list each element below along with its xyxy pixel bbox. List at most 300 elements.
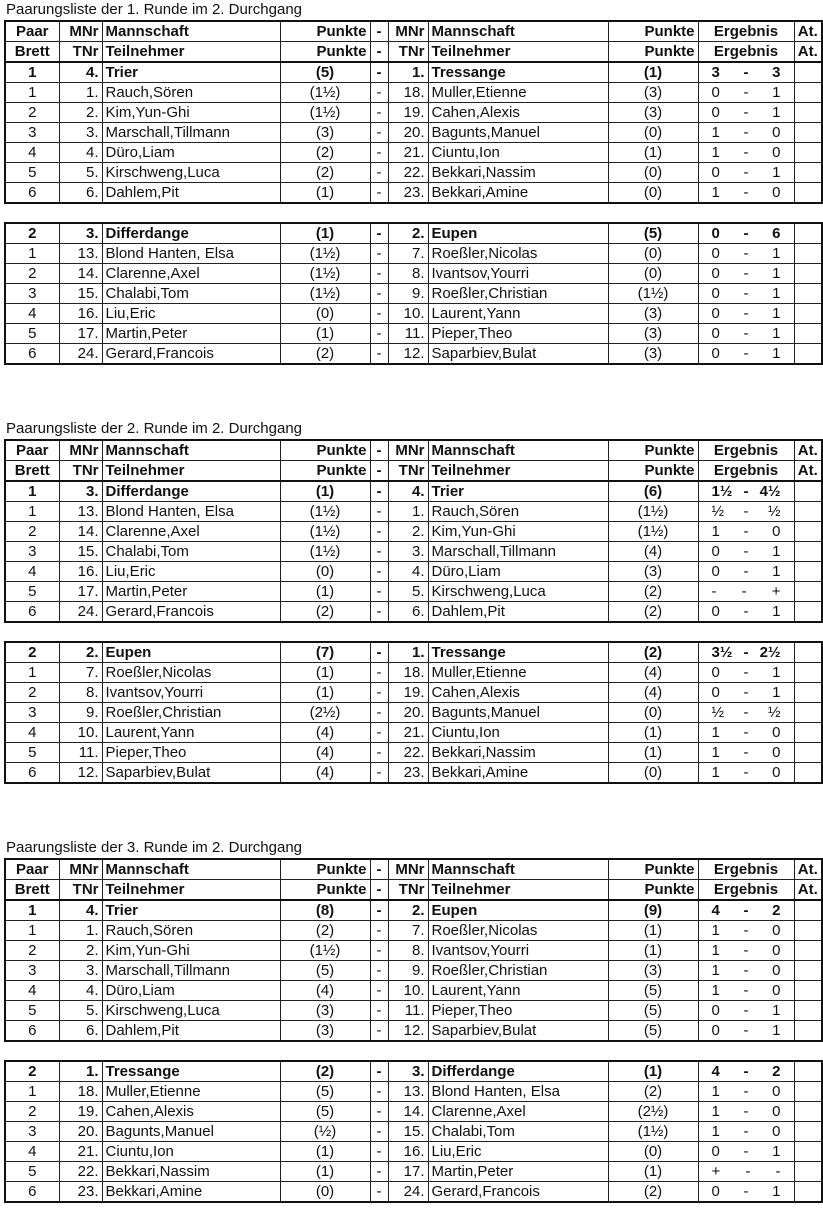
- team-mnr-away: 1.: [388, 642, 428, 663]
- player-points-away: (0): [608, 123, 698, 143]
- dash: -: [370, 961, 388, 981]
- result-pair: [702, 143, 791, 162]
- dash: -: [370, 1061, 388, 1082]
- result-home: 3½: [711, 644, 733, 661]
- board-result: [698, 562, 794, 582]
- board-result: [698, 663, 794, 683]
- board-number: 5: [5, 163, 59, 183]
- board-row: [5, 123, 822, 143]
- result-dash: -: [743, 664, 749, 681]
- result-away: 6: [772, 225, 781, 242]
- at-cell: [794, 324, 822, 344]
- board-result: [698, 723, 794, 743]
- player-name-away: Bekkari,Amine: [428, 763, 608, 784]
- board-number: 5: [5, 1162, 59, 1182]
- player-tnr-home: 20.: [59, 1122, 102, 1142]
- dash: -: [370, 941, 388, 961]
- player-name-home: Clarenne,Axel: [102, 264, 280, 284]
- at-cell: [794, 62, 822, 83]
- result-away: 1: [772, 245, 781, 262]
- at-cell: [794, 1061, 822, 1082]
- player-tnr-home: 7.: [59, 663, 102, 683]
- team-result: [698, 62, 794, 83]
- at-cell: [794, 602, 822, 623]
- board-number: 1: [5, 921, 59, 941]
- player-name-away: Kim,Yun-Ghi: [428, 522, 608, 542]
- dash: -: [370, 1102, 388, 1122]
- board-number: 1: [5, 663, 59, 683]
- player-points-home: (1): [280, 183, 370, 204]
- team-name-home: Trier: [102, 900, 280, 921]
- at-cell: [794, 683, 822, 703]
- board-number: 6: [5, 1021, 59, 1042]
- result-home: 0: [711, 245, 720, 262]
- player-tnr-away: 21.: [388, 723, 428, 743]
- result-pair: [702, 1062, 791, 1081]
- board-row: [5, 723, 822, 743]
- col-punkte: Punkte: [280, 461, 370, 482]
- player-tnr-away: 18.: [388, 663, 428, 683]
- result-dash: -: [743, 764, 749, 781]
- at-cell: [794, 103, 822, 123]
- pairing-table: [4, 222, 823, 365]
- player-points-home: (0): [280, 1182, 370, 1203]
- board-number: 2: [5, 941, 59, 961]
- player-tnr-away: 22.: [388, 163, 428, 183]
- player-points-away: (3): [608, 344, 698, 365]
- player-name-home: Chalabi,Tom: [102, 542, 280, 562]
- result-away: 1: [772, 664, 781, 681]
- result-dash: -: [743, 64, 749, 81]
- player-name-away: Roeßler,Christian: [428, 961, 608, 981]
- team-mnr-away: 2.: [388, 900, 428, 921]
- col-teilnehmer: Teilnehmer: [428, 42, 608, 63]
- board-row: [5, 163, 822, 183]
- col-ergebnis: Ergebnis: [698, 440, 794, 461]
- player-tnr-home: 21.: [59, 1142, 102, 1162]
- result-dash: -: [743, 644, 749, 661]
- result-dash: -: [743, 684, 749, 701]
- col-punkte: Punkte: [608, 859, 698, 880]
- player-points-home: (2): [280, 143, 370, 163]
- dash: -: [370, 981, 388, 1001]
- player-points-home: (1): [280, 1162, 370, 1182]
- player-tnr-home: 17.: [59, 324, 102, 344]
- result-dash: -: [743, 84, 749, 101]
- col-punkte: Punkte: [280, 880, 370, 901]
- team-mnr-home: 4.: [59, 900, 102, 921]
- board-result: [698, 83, 794, 103]
- team-row: [5, 900, 822, 921]
- round-title: Paarungsliste der 2. Runde im 2. Durchgang: [6, 420, 303, 437]
- pair-number: 1: [5, 62, 59, 83]
- player-points-away: (3): [608, 83, 698, 103]
- col-ergebnis: Ergebnis: [698, 42, 794, 63]
- result-home: 0: [711, 1022, 720, 1039]
- player-name-home: Dahlem,Pit: [102, 183, 280, 204]
- at-cell: [794, 522, 822, 542]
- player-tnr-home: 3.: [59, 123, 102, 143]
- player-tnr-away: 9.: [388, 961, 428, 981]
- dash: -: [370, 743, 388, 763]
- col-punkte: Punkte: [608, 440, 698, 461]
- team-result: [698, 900, 794, 921]
- player-name-home: Kim,Yun-Ghi: [102, 103, 280, 123]
- player-points-away: (2½): [608, 1102, 698, 1122]
- dash: -: [370, 83, 388, 103]
- result-dash: -: [743, 724, 749, 741]
- col-dash: -: [370, 461, 388, 482]
- dash: -: [370, 223, 388, 244]
- player-points-away: (0): [608, 264, 698, 284]
- result-pair: [702, 1102, 791, 1121]
- result-home: 0: [711, 1002, 720, 1019]
- player-points-away: (0): [608, 763, 698, 784]
- col-paar: Paar: [5, 859, 59, 880]
- player-points-home: (3): [280, 123, 370, 143]
- result-away: 1: [772, 543, 781, 560]
- board-row: [5, 244, 822, 264]
- dash: -: [370, 763, 388, 784]
- player-points-away: (5): [608, 1001, 698, 1021]
- player-name-away: Laurent,Yann: [428, 304, 608, 324]
- header-row: [5, 440, 822, 461]
- player-name-home: Marschall,Tillmann: [102, 123, 280, 143]
- player-points-home: (1): [280, 1142, 370, 1162]
- dash: -: [370, 264, 388, 284]
- board-number: 2: [5, 522, 59, 542]
- result-away: 0: [772, 922, 781, 939]
- result-pair: [702, 901, 791, 920]
- result-pair: [702, 502, 791, 521]
- result-dash: -: [743, 563, 749, 580]
- result-home: 0: [711, 104, 720, 121]
- board-result: [698, 304, 794, 324]
- result-home: 1: [711, 744, 720, 761]
- col-punkte: Punkte: [608, 21, 698, 42]
- dash: -: [370, 163, 388, 183]
- player-tnr-home: 4.: [59, 981, 102, 1001]
- result-dash: -: [743, 523, 749, 540]
- result-pair: [702, 941, 791, 960]
- result-away: 1: [772, 603, 781, 620]
- player-tnr-home: 23.: [59, 1182, 102, 1203]
- player-tnr-home: 24.: [59, 602, 102, 623]
- board-number: 1: [5, 244, 59, 264]
- result-dash: -: [743, 144, 749, 161]
- at-cell: [794, 143, 822, 163]
- result-away: 0: [772, 1103, 781, 1120]
- board-row: [5, 1162, 822, 1182]
- board-row: [5, 743, 822, 763]
- result-away: -: [775, 1163, 781, 1180]
- result-away: 1: [772, 563, 781, 580]
- player-points-home: (2): [280, 344, 370, 365]
- team-name-home: Trier: [102, 62, 280, 83]
- player-tnr-away: 5.: [388, 582, 428, 602]
- player-tnr-home: 11.: [59, 743, 102, 763]
- player-tnr-away: 19.: [388, 103, 428, 123]
- result-home: 0: [711, 164, 720, 181]
- result-pair: [702, 743, 791, 762]
- at-cell: [794, 723, 822, 743]
- result-pair: [702, 961, 791, 980]
- board-row: [5, 941, 822, 961]
- player-name-home: Saparbiev,Bulat: [102, 763, 280, 784]
- player-name-home: Kim,Yun-Ghi: [102, 941, 280, 961]
- pair-number: 1: [5, 481, 59, 502]
- player-name-away: Ivantsov,Yourri: [428, 264, 608, 284]
- result-pair: [702, 123, 791, 142]
- player-name-home: Pieper,Theo: [102, 743, 280, 763]
- player-points-away: (5): [608, 1021, 698, 1042]
- player-tnr-away: 6.: [388, 602, 428, 623]
- board-number: 5: [5, 582, 59, 602]
- col-dash: -: [370, 880, 388, 901]
- player-name-home: Ivantsov,Yourri: [102, 683, 280, 703]
- player-points-home: (5): [280, 1102, 370, 1122]
- player-points-home: (2): [280, 921, 370, 941]
- player-name-away: Pieper,Theo: [428, 1001, 608, 1021]
- result-home: 0: [711, 84, 720, 101]
- result-away: 0: [772, 724, 781, 741]
- at-cell: [794, 703, 822, 723]
- player-tnr-away: 7.: [388, 244, 428, 264]
- player-name-home: Bekkari,Amine: [102, 1182, 280, 1203]
- board-row: [5, 763, 822, 784]
- team-mnr-home: 3.: [59, 481, 102, 502]
- board-number: 1: [5, 1082, 59, 1102]
- team-result: [698, 481, 794, 502]
- player-points-away: (1½): [608, 284, 698, 304]
- result-dash: -: [743, 1083, 749, 1100]
- player-points-home: (1½): [280, 264, 370, 284]
- player-name-away: Cahen,Alexis: [428, 103, 608, 123]
- at-cell: [794, 481, 822, 502]
- result-dash: -: [741, 583, 747, 600]
- team-name-away: Eupen: [428, 900, 608, 921]
- result-home: 0: [711, 563, 720, 580]
- pairing-table: [4, 858, 823, 1042]
- player-points-home: (5): [280, 1082, 370, 1102]
- team-name-away: Differdange: [428, 1061, 608, 1082]
- player-name-away: Bekkari,Amine: [428, 183, 608, 204]
- team-mnr-home: 3.: [59, 223, 102, 244]
- result-dash: -: [743, 305, 749, 322]
- board-row: [5, 522, 822, 542]
- result-dash: -: [743, 744, 749, 761]
- player-tnr-home: 13.: [59, 244, 102, 264]
- player-points-home: (2½): [280, 703, 370, 723]
- result-away: 2: [772, 902, 781, 919]
- board-result: [698, 143, 794, 163]
- player-name-away: Ivantsov,Yourri: [428, 941, 608, 961]
- player-tnr-home: 4.: [59, 143, 102, 163]
- board-row: [5, 344, 822, 365]
- board-result: [698, 763, 794, 784]
- player-name-home: Cahen,Alexis: [102, 1102, 280, 1122]
- col-punkte: Punkte: [280, 440, 370, 461]
- dash: -: [370, 1001, 388, 1021]
- player-tnr-home: 2.: [59, 941, 102, 961]
- player-tnr-away: 9.: [388, 284, 428, 304]
- result-dash: -: [743, 1002, 749, 1019]
- result-home: 1: [711, 724, 720, 741]
- player-name-away: Bekkari,Nassim: [428, 743, 608, 763]
- board-row: [5, 1182, 822, 1203]
- col-punkte: Punkte: [280, 21, 370, 42]
- board-result: [698, 264, 794, 284]
- player-tnr-away: 11.: [388, 1001, 428, 1021]
- result-pair: [702, 304, 791, 323]
- result-dash: -: [743, 1103, 749, 1120]
- col-at: At.: [794, 440, 822, 461]
- result-dash: -: [743, 503, 749, 520]
- player-points-away: (1½): [608, 1122, 698, 1142]
- result-pair: [702, 324, 791, 343]
- board-row: [5, 1021, 822, 1042]
- board-number: 5: [5, 1001, 59, 1021]
- at-cell: [794, 642, 822, 663]
- player-tnr-away: 1.: [388, 502, 428, 522]
- team-name-away: Tressange: [428, 642, 608, 663]
- dash: -: [370, 324, 388, 344]
- at-cell: [794, 961, 822, 981]
- dash: -: [370, 703, 388, 723]
- player-tnr-home: 22.: [59, 1162, 102, 1182]
- result-away: 0: [772, 942, 781, 959]
- player-points-home: (1): [280, 683, 370, 703]
- team-row: [5, 1061, 822, 1082]
- result-home: 0: [711, 1143, 720, 1160]
- player-name-away: Bagunts,Manuel: [428, 703, 608, 723]
- player-points-away: (0): [608, 1142, 698, 1162]
- team-row: [5, 62, 822, 83]
- result-away: 1: [772, 285, 781, 302]
- col-punkte: Punkte: [280, 42, 370, 63]
- player-points-home: (1): [280, 663, 370, 683]
- col-teilnehmer: Teilnehmer: [102, 880, 280, 901]
- player-points-away: (3): [608, 103, 698, 123]
- player-tnr-away: 23.: [388, 183, 428, 204]
- player-tnr-home: 6.: [59, 1021, 102, 1042]
- team-mnr-away: 1.: [388, 62, 428, 83]
- result-away: 1: [772, 104, 781, 121]
- board-result: [698, 123, 794, 143]
- player-name-home: Martin,Peter: [102, 582, 280, 602]
- dash: -: [370, 123, 388, 143]
- result-away: 1: [772, 305, 781, 322]
- result-home: 3: [711, 64, 720, 81]
- at-cell: [794, 743, 822, 763]
- board-row: [5, 143, 822, 163]
- player-name-away: Roeßler,Christian: [428, 284, 608, 304]
- player-tnr-home: 9.: [59, 703, 102, 723]
- result-dash: -: [743, 265, 749, 282]
- board-result: [698, 1142, 794, 1162]
- player-points-home: (1½): [280, 502, 370, 522]
- player-points-home: (3): [280, 1021, 370, 1042]
- result-dash: -: [743, 483, 749, 500]
- board-result: [698, 163, 794, 183]
- dash: -: [370, 683, 388, 703]
- board-row: [5, 981, 822, 1001]
- player-tnr-home: 12.: [59, 763, 102, 784]
- team-name-home: Tressange: [102, 1061, 280, 1082]
- player-tnr-home: 16.: [59, 562, 102, 582]
- team-name-away: Trier: [428, 481, 608, 502]
- col-mannschaft: Mannschaft: [428, 859, 608, 880]
- result-home: ½: [711, 503, 725, 520]
- player-name-home: Gerard,Francois: [102, 344, 280, 365]
- col-tnr: TNr: [59, 42, 102, 63]
- player-tnr-away: 12.: [388, 1021, 428, 1042]
- result-dash: -: [743, 1183, 749, 1200]
- player-name-away: Chalabi,Tom: [428, 1122, 608, 1142]
- player-points-away: (1): [608, 921, 698, 941]
- board-result: [698, 324, 794, 344]
- board-number: 4: [5, 981, 59, 1001]
- dash: -: [370, 284, 388, 304]
- player-name-away: Ciuntu,Ion: [428, 143, 608, 163]
- result-pair: [702, 1142, 791, 1161]
- result-away: 2: [772, 1063, 781, 1080]
- header-row: [5, 880, 822, 901]
- result-pair: [702, 522, 791, 541]
- player-points-home: (4): [280, 743, 370, 763]
- player-name-home: Rauch,Sören: [102, 921, 280, 941]
- result-away: 1: [772, 84, 781, 101]
- team-points-home: (1): [280, 223, 370, 244]
- result-home: 1: [711, 962, 720, 979]
- result-pair: [702, 63, 791, 82]
- player-tnr-away: 18.: [388, 83, 428, 103]
- board-result: [698, 703, 794, 723]
- board-result: [698, 244, 794, 264]
- board-row: [5, 502, 822, 522]
- player-points-away: (1½): [608, 502, 698, 522]
- col-punkte: Punkte: [608, 880, 698, 901]
- at-cell: [794, 1082, 822, 1102]
- result-home: ½: [711, 704, 725, 721]
- board-result: [698, 1021, 794, 1042]
- player-points-home: (1): [280, 324, 370, 344]
- result-away: 0: [772, 962, 781, 979]
- player-tnr-away: 17.: [388, 1162, 428, 1182]
- board-result: [698, 1122, 794, 1142]
- player-points-away: (2): [608, 1182, 698, 1203]
- board-number: 6: [5, 344, 59, 365]
- col-mnr: MNr: [388, 21, 428, 42]
- result-home: 1½: [711, 483, 733, 500]
- player-points-away: (5): [608, 981, 698, 1001]
- board-row: [5, 582, 822, 602]
- at-cell: [794, 304, 822, 324]
- col-at: At.: [794, 859, 822, 880]
- team-name-home: Differdange: [102, 481, 280, 502]
- player-tnr-home: 24.: [59, 344, 102, 365]
- player-name-away: Bagunts,Manuel: [428, 123, 608, 143]
- board-result: [698, 284, 794, 304]
- player-name-away: Bekkari,Nassim: [428, 163, 608, 183]
- dash: -: [370, 900, 388, 921]
- player-tnr-home: 14.: [59, 264, 102, 284]
- player-name-away: Muller,Etienne: [428, 83, 608, 103]
- result-home: 1: [711, 1103, 720, 1120]
- pair-number: 1: [5, 900, 59, 921]
- player-points-away: (3): [608, 304, 698, 324]
- at-cell: [794, 542, 822, 562]
